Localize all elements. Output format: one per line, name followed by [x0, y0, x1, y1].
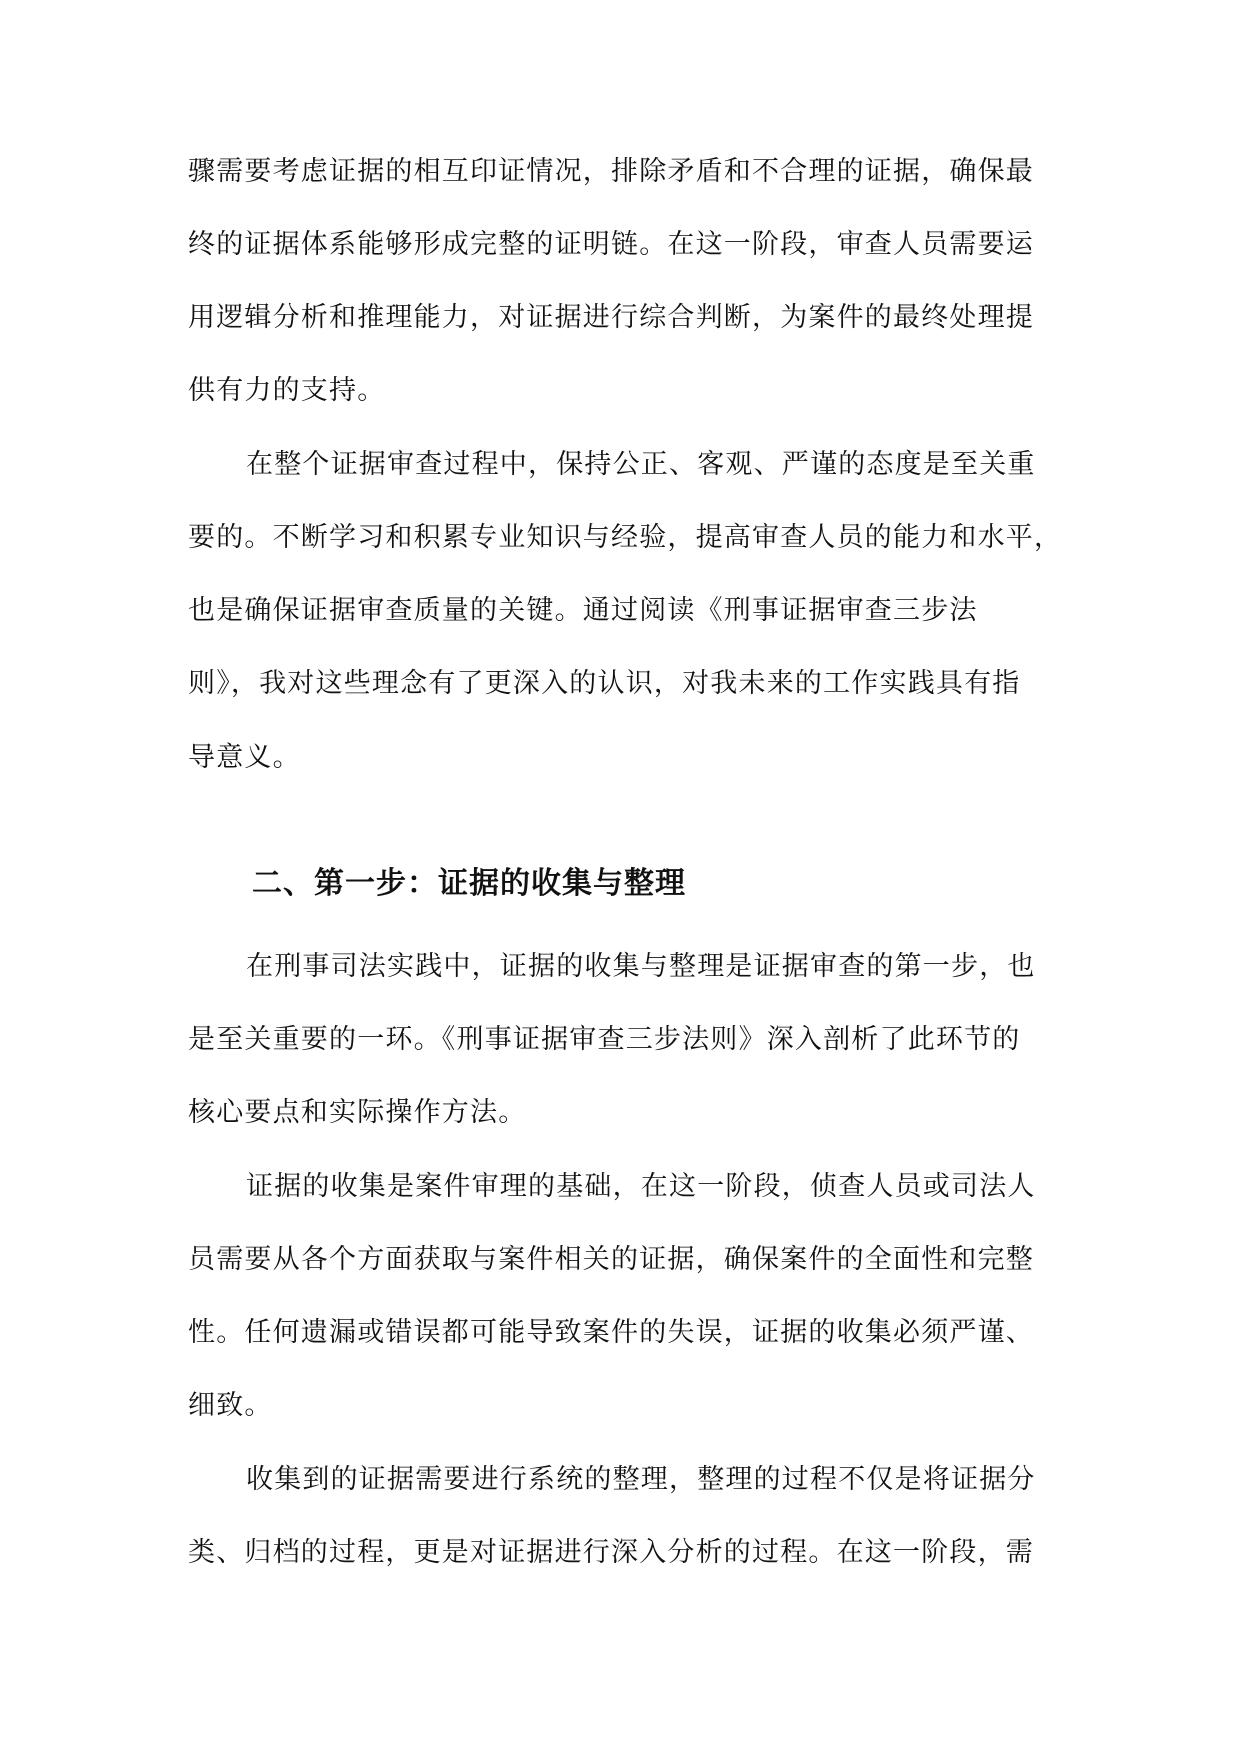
paragraph-4-line-2: 员需要从各个方面获取与案件相关的证据，确保案件的全面性和完整 [188, 1244, 1034, 1275]
paragraph-2-line-4: 则》，我对这些理念有了更深入的认识，对我未来的工作实践具有指 [188, 668, 1021, 699]
paragraph-2-line-5: 导意义。 [188, 742, 301, 773]
paragraph-1-line-1: 骤需要考虑证据的相互印证情况，排除矛盾和不合理的证据，确保最 [188, 156, 1034, 187]
paragraph-5-line-2: 类、归档的过程，更是对证据进行深入分析的过程。在这一阶段，需 [188, 1537, 1034, 1568]
section-heading: 二、第一步：证据的收集与整理 [252, 866, 686, 901]
paragraph-3-line-3: 核心要点和实际操作方法。 [188, 1097, 527, 1128]
paragraph-2-line-1: 在整个证据审查过程中，保持公正、客观、严谨的态度是至关重 [246, 449, 1036, 480]
paragraph-4-line-4: 细致。 [188, 1390, 273, 1421]
paragraph-4-line-1: 证据的收集是案件审理的基础，在这一阶段，侦查人员或司法人 [246, 1171, 1036, 1202]
paragraph-2-line-3: 也是确保证据审查质量的关键。通过阅读《刑事证据审查三步法 [188, 595, 978, 626]
paragraph-4-line-3: 性。任何遗漏或错误都可能导致案件的失误，证据的收集必须严谨、 [188, 1317, 1034, 1348]
paragraph-1-line-4: 供有力的支持。 [188, 375, 386, 406]
paragraph-3-line-1: 在刑事司法实践中，证据的收集与整理是证据审查的第一步，也 [246, 951, 1036, 982]
paragraph-5-line-1: 收集到的证据需要进行系统的整理，整理的过程不仅是将证据分 [246, 1464, 1036, 1495]
paragraph-1-line-3: 用逻辑分析和推理能力，对证据进行综合判断，为案件的最终处理提 [188, 302, 1034, 333]
paragraph-1-line-2: 终的证据体系能够形成完整的证明链。在这一阶段，审查人员需要运 [188, 229, 1034, 260]
paragraph-3-line-2: 是至关重要的一环。《刑事证据审查三步法则》深入剖析了此环节的 [188, 1024, 1021, 1055]
paragraph-2-line-2: 要的。不断学习和积累专业知识与经验，提高审查人员的能力和水平， [188, 522, 1063, 553]
